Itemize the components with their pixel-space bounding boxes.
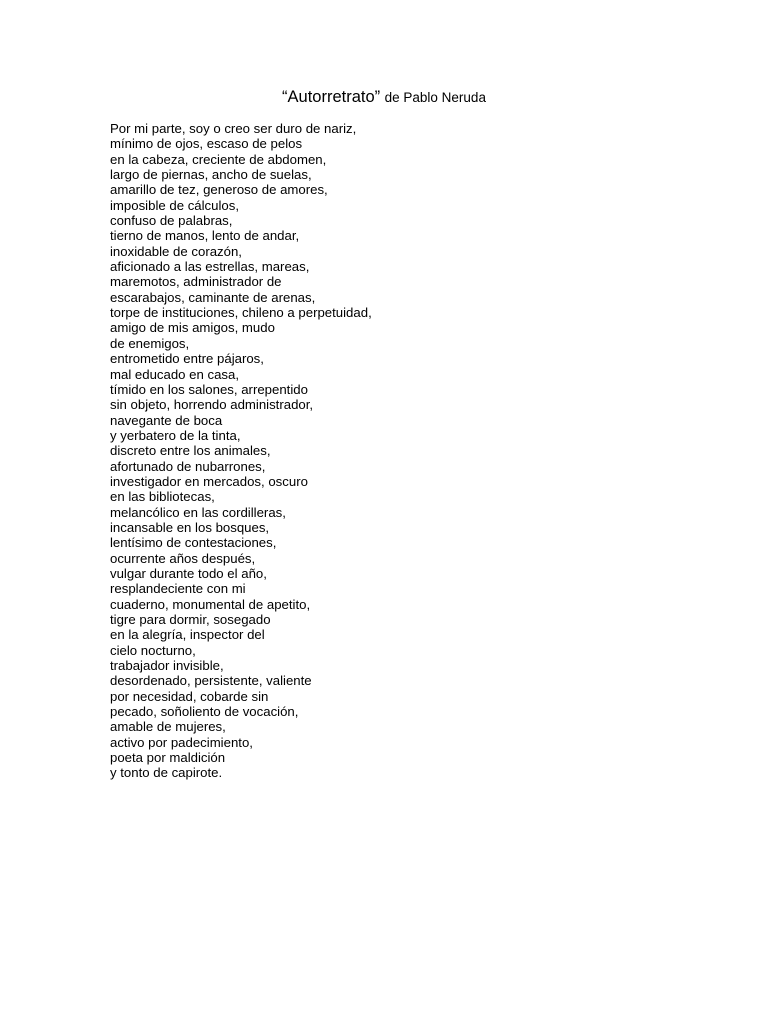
poem-line: cielo nocturno,	[110, 642, 196, 658]
poem-line: desordenado, persistente, valiente	[110, 673, 312, 689]
poem-author: de Pablo Neruda	[384, 90, 486, 105]
poem-line: mínimo de ojos, escaso de pelos	[110, 136, 303, 152]
poem-line: en las bibliotecas,	[110, 489, 215, 505]
poem-line: y tonto de capirote.	[110, 765, 223, 781]
poem-line: discreto entre los animales,	[110, 443, 271, 459]
poem-line: poeta por maldición	[110, 750, 226, 766]
poem-body	[110, 121, 372, 781]
poem-line: por necesidad, cobarde sin	[110, 688, 269, 704]
poem-line: aficionado a las estrellas, mareas,	[110, 259, 310, 275]
poem-line: amarillo de tez, generoso de amores,	[110, 182, 328, 198]
poem-line: vulgar durante todo el año,	[110, 565, 267, 581]
poem-line: inoxidable de corazón,	[110, 243, 242, 259]
poem-line: cuaderno, monumental de apetito,	[110, 596, 311, 612]
poem-line: Por mi parte, soy o creo ser duro de nariz,	[110, 121, 357, 136]
poem-line: activo por padecimiento,	[110, 734, 253, 750]
poem-line: sin objeto, horrendo administrador,	[110, 397, 314, 413]
poem-line: amigo de mis amigos, mudo	[110, 320, 275, 336]
poem-line: tierno de manos, lento de andar,	[110, 228, 300, 244]
poem-line: pecado, soñoliento de vocación,	[110, 704, 299, 720]
poem-line: incansable en los bosques,	[110, 519, 270, 535]
poem-line: confuso de palabras,	[110, 213, 233, 229]
poem-line: investigador en mercados, oscuro	[110, 473, 308, 489]
poem-line: entrometido entre pájaros,	[110, 351, 264, 367]
poem-line: melancólico en las cordilleras,	[110, 504, 286, 520]
poem-line: trabajador invisible,	[110, 658, 224, 674]
poem-heading	[0, 86, 768, 109]
poem-line: navegante de boca	[110, 412, 223, 428]
poem-line: amable de mujeres,	[110, 719, 226, 735]
poem-line: de enemigos,	[110, 335, 190, 351]
poem-line: afortunado de nubarrones,	[110, 458, 266, 474]
poem-line: maremotos, administrador de	[110, 274, 282, 290]
poem-line: resplandeciente con mi	[110, 581, 246, 597]
poem-line: mal educado en casa,	[110, 366, 240, 382]
poem-line: ocurrente años después,	[110, 550, 256, 566]
poem-line: imposible de cálculos,	[110, 197, 240, 213]
poem-line: largo de piernas, ancho de suelas,	[110, 167, 312, 183]
poem-line: tímido en los salones, arrepentido	[110, 381, 308, 397]
poem-title: “Autorretrato”	[282, 88, 381, 106]
poem-line: escarabajos, caminante de arenas,	[110, 289, 316, 305]
poem-line: tigre para dormir, sosegado	[110, 612, 271, 627]
poem-line: y yerbatero de la tinta,	[110, 427, 241, 443]
poem-line: lentísimo de contestaciones,	[110, 535, 277, 551]
poem-line: en la alegría, inspector del	[110, 627, 265, 643]
poem-line: torpe de instituciones, chileno a perpetuidad,	[110, 305, 372, 321]
poem-line: en la cabeza, creciente de abdomen,	[110, 151, 327, 167]
